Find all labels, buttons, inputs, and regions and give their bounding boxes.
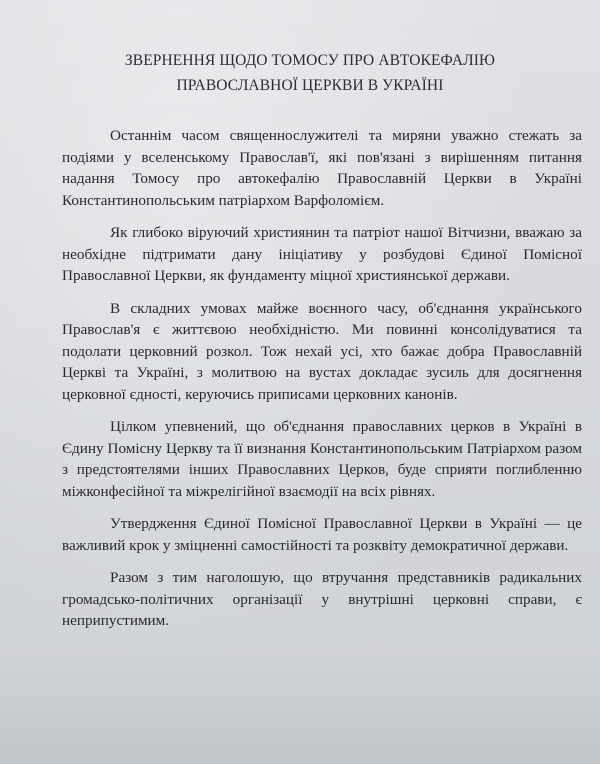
paragraph-1: Останнім часом священнослужителі та миряни уважно стежать за подіями у вселенському Православ'ї, які пов'язані з вирішенням питання надання Томосу про автокефалію Православній Церкви в Україні Константинопольським патріархом Варфоломієм. [62,127,582,209]
paragraph-4: Цілком упевнений, що об'єднання православних церков в Україні в Єдину Помісну Церкву та її визнання Константинопольським Патріархом разом з предстоятелями інших Православних Церков, буде сприяти поглибленню міжконфесійної та міжрелігійної взаємодії на всіх рівнях. [62,418,582,500]
paper-shadow [0,654,600,764]
document-body [62,125,582,643]
document-title-line-1: ЗВЕРНЕННЯ ЩОДО ТОМОСУ ПРО АВТОКЕФАЛІЮ [124,52,496,69]
paragraph-6: Разом з тим наголошую, що втручання представників радикальних громадсько-політичних організації у внутрішні церковні справи, є неприпустимим. [62,569,582,629]
paragraph-5: Утвердження Єдиної Помісної Православної Церкви в Україні — це важливий крок у зміцненні самостійності та розквіту демократичної держави. [62,515,582,554]
paragraph-3: В складних умовах майже воєнного часу, об'єднання українського Православ'я є життєвою необхідністю. Ми повинні консолідуватися та подолати церковний розкол. Тож нехай усі, хто бажає добра Православній Церкві та Україні, з молитвою на вустах докладає зусиль для досягнення церковної єдності, керуючись приписами церковних канонів. [62,299,582,403]
document-title-line-2: ПРАВОСЛАВНОЇ ЦЕРКВИ В УКРАЇНІ [176,77,444,94]
paragraph-2: Як глибоко віруючий християнин та патріот нашої Вітчизни, вважаю за необхідне підтримати дану ініціативу у розбудові Єдиної Помісної Православної Церкви, як фундаменту міцної християнської держави. [62,224,582,284]
